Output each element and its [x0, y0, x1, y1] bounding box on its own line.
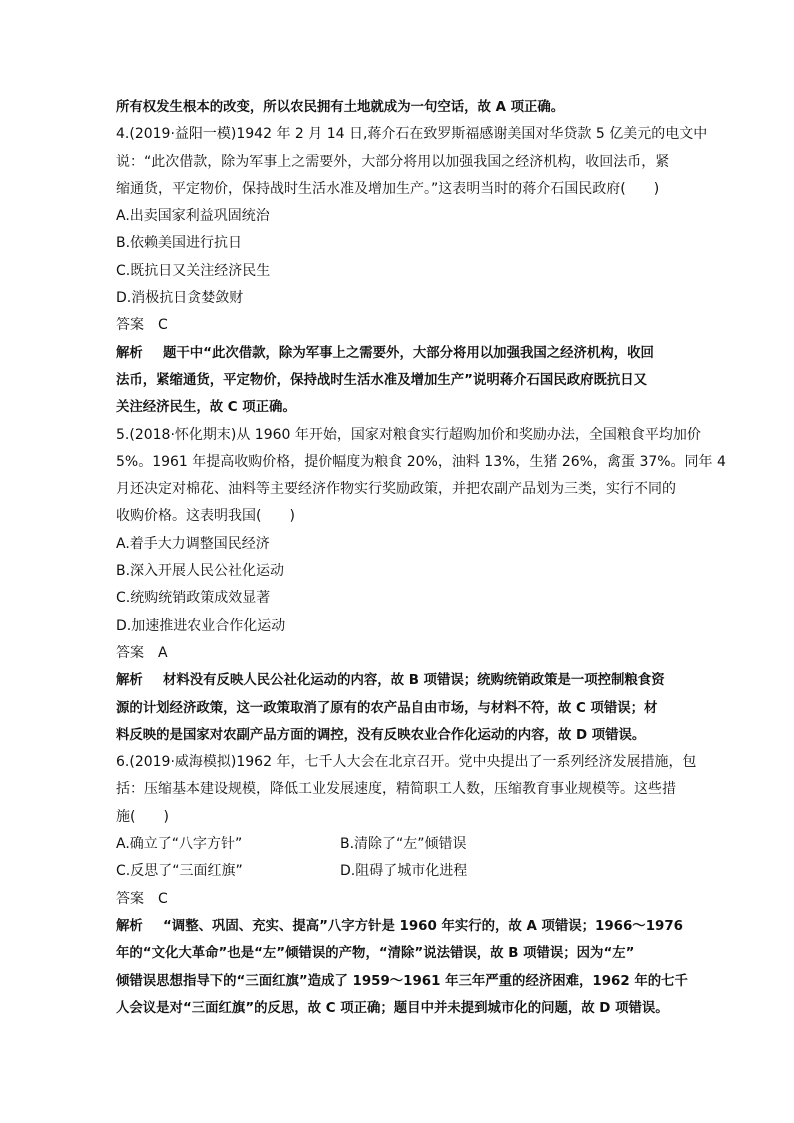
answer-value: C — [158, 890, 168, 907]
option-b: B.深入开展人民公社化运动 — [116, 563, 285, 580]
answer-line — [116, 312, 682, 339]
q3-analysis-tail: 所有权发生根本的改变，所以农民拥有土地就成为一句空话，故 A 项正确。 — [116, 100, 565, 115]
option-a: A.确立了“八字方针” — [116, 836, 243, 853]
question-stem-line: 说：“此次借款，除为军事上之需要外，大部分将用以加强我国之经济机构，收回法币，紧 — [116, 153, 670, 170]
analysis-line: 料反映的是国家对农副产品方面的调控，没有反映农业合作化运动的内容，故 D 项错误。 — [116, 727, 646, 743]
analysis-line: 源的计划经济政策，这一政策取消了原有的农产品自由市场，与材料不符，故 C 项错误；材 — [116, 700, 658, 716]
analysis-text: “调整、巩固、充实、提高”八字方针是 1960 年实行的，故 A 项错误；1966～1976 — [163, 918, 683, 934]
answer-line — [116, 886, 682, 913]
analysis-line: 关注经济民生，故 C 项正确。 — [116, 400, 296, 416]
analysis-line — [116, 667, 682, 694]
option-d: D.消极抗日贪婪敛财 — [116, 290, 244, 307]
question-5 — [116, 422, 726, 750]
question-stem-line: 5%。1961 年提高收购价格，提价幅度为粮食 20%，油料 13%，生猪 26%，禽蛋 37%。同年 4 — [116, 453, 726, 470]
answer-value: C — [158, 317, 168, 334]
question-stem-line: 收购价格。这表明我国( ) — [116, 508, 295, 525]
answer-label: 答案 — [116, 890, 144, 907]
analysis-text: 题干中“此次借款，除为军事上之需要外，大部分将用以加强我国之经济机构，收回 — [163, 345, 654, 361]
answer-label: 答案 — [116, 317, 144, 334]
options-row — [116, 831, 682, 858]
analysis-label: 解析 — [116, 345, 143, 361]
analysis-line: 法币，紧缩通货，平定物价，保持战时生活水准及增加生产”说明蒋介石国民政府既抗日又 — [116, 372, 648, 388]
question-4 — [116, 121, 708, 421]
answer-label: 答案 — [116, 644, 144, 661]
analysis-label: 解析 — [116, 918, 143, 934]
analysis-text: 材料没有反映人民公社化运动的内容，故 B 项错误；统购统销政策是一项控制粮食资 — [163, 673, 665, 689]
question-stem-line: 6.(2019·威海模拟)1962 年，七千人大会在北京召开。党中央提出了一系列经济发展措施，包 — [116, 754, 697, 771]
question-stem-line: 施( ) — [116, 808, 169, 825]
option-c: C.统购统销政策成效显著 — [116, 590, 271, 607]
option-b: B.清除了“左”倾错误 — [340, 836, 467, 853]
option-a: A.着手大力调整国民经济 — [116, 535, 270, 552]
question-6 — [116, 749, 697, 1022]
answer-value: A — [158, 644, 168, 661]
analysis-line: 人会议是对“三面红旗”的反思，故 C 项正确；题目中并未提到城市化的问题，故 D 项错误。 — [116, 1000, 669, 1016]
question-stem-line: 月还决定对棉花、油料等主要经济作物实行奖励政策，并把农副产品划为三类，实行不同的 — [116, 481, 676, 498]
option-c: C.既抗日又关注经济民生 — [116, 262, 271, 279]
question-stem-line: 缩通货，平定物价，保持战时生活水准及增加生产。”这表明当时的蒋介石国民政府( ) — [116, 180, 660, 197]
analysis-label: 解析 — [116, 673, 143, 689]
analysis-line — [116, 340, 682, 367]
analysis-line — [116, 913, 682, 940]
analysis-line: 年的“文化大革命”也是“左”倾错误的产物，“清除”说法错误，故 B 项错误；因为“左” — [116, 946, 635, 962]
question-stem-line: 4.(2019·益阳一模)1942 年 2 月 14 日,蒋介石在致罗斯福感谢美国对华贷款 5 亿美元的电文中 — [116, 126, 708, 143]
option-d: D.阻碍了城市化进程 — [340, 863, 468, 880]
option-a: A.出卖国家利益巩固统治 — [116, 208, 270, 225]
question-stem-line: 5.(2018·怀化期末)从 1960 年开始，国家对粮食实行超购加价和奖励办法，全国粮食平均加价 — [116, 426, 701, 443]
document-content — [116, 94, 726, 1022]
option-b: B.依赖美国进行抗日 — [116, 235, 243, 252]
option-d: D.加速推进农业合作化运动 — [116, 617, 286, 634]
options-row — [116, 858, 682, 885]
option-c: C.反思了“三面红旗” — [116, 863, 243, 880]
analysis-line: 倾错误思想指导下的“三面红旗”造成了 1959～1961 年三年严重的经济困难，1962 年的七千 — [116, 973, 688, 989]
question-stem-line: 括：压缩基本建设规模，降低工业发展速度，精简职工人数，压缩教育事业规模等。这些措 — [116, 781, 676, 798]
answer-line — [116, 640, 682, 667]
